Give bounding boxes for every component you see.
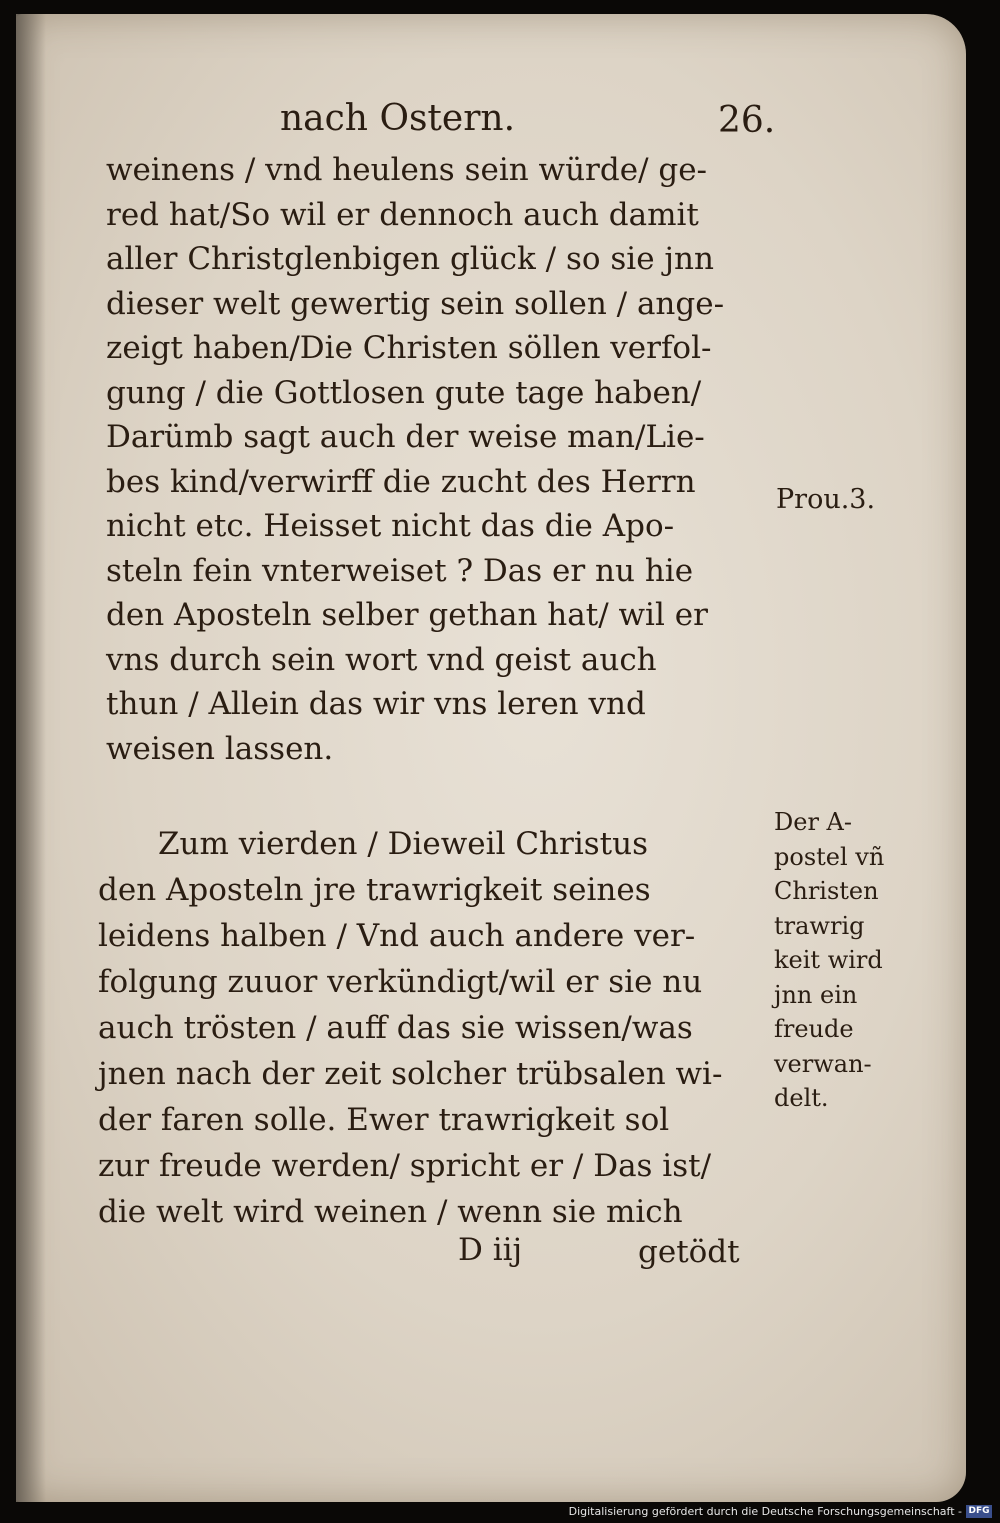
text-line: den Aposteln jre trawrigkeit seines: [98, 872, 651, 908]
text-line: nicht etc. Heisset nicht das die Apo-: [106, 508, 675, 544]
margin-note-line: freude: [774, 1015, 854, 1043]
text-line: steln fein vnterweiset ? Das er nu hie: [106, 552, 694, 589]
text-line: die welt wird weinen / wenn sie mich: [98, 1194, 683, 1230]
catchword: getödt: [638, 1234, 740, 1270]
text-line: der faren solle. Ewer trawrigkeit sol: [98, 1102, 670, 1138]
text-line: red hat/So wil er dennoch auch damit: [106, 196, 699, 233]
text-line: dieser welt gewertig sein sollen / ange-: [106, 285, 725, 322]
margin-note-prov: Prou.3.: [776, 484, 876, 515]
text-line: folgung zuuor verkündigt/wil er sie nu: [98, 964, 703, 1000]
margin-note-line: verwan-: [774, 1049, 872, 1078]
digitization-credit: Digitalisierung gefördert durch die Deutsche Forschungsgemeinschaft -: [568, 1505, 962, 1518]
text-line: Darümb sagt auch der weise man/Lie-: [106, 419, 705, 455]
margin-note-line: trawrig: [774, 911, 865, 940]
dfg-logo: DFG: [966, 1505, 992, 1518]
page-gutter-shadow: [16, 14, 46, 1502]
running-head: nach Ostern.: [280, 98, 516, 139]
margin-note-line: delt.: [774, 1084, 829, 1112]
margin-note-line: Der A-: [774, 808, 852, 836]
text-line: auch trösten / auff das sie wissen/was: [98, 1010, 693, 1046]
margin-note-line: keit wird: [774, 946, 883, 974]
margin-note-line: Christen: [774, 877, 879, 905]
signature-mark: D iij: [458, 1232, 523, 1268]
text-line: gung / die Gottlosen gute tage haben/: [106, 374, 702, 411]
text-line: aller Christglenbigen glück / so sie jnn: [106, 241, 714, 277]
text-line: weinens / vnd heulens sein würde/ ge-: [106, 152, 708, 188]
text-line: vns durch sein wort vnd geist auch: [106, 641, 657, 678]
text-line: zeigt haben/Die Christen söllen verfol-: [106, 330, 712, 366]
text-line: bes kind/verwirff die zucht des Herrn: [106, 463, 696, 500]
text-line: thun / Allein das wir vns leren vnd: [106, 686, 646, 722]
text-line: zur freude werden/ spricht er / Das ist/: [98, 1148, 712, 1184]
margin-note-line: postel vñ: [774, 842, 885, 871]
text-line: leidens halben / Vnd auch andere ver-: [98, 918, 696, 954]
page-number: 26.: [718, 100, 776, 141]
text-line: jnen nach der zeit solcher trübsalen wi-: [98, 1056, 723, 1092]
text-line: den Aposteln selber gethan hat/ wil er: [106, 597, 708, 633]
text-line: Zum vierden / Dieweil Christus: [158, 826, 648, 862]
margin-note-line: jnn ein: [774, 980, 858, 1009]
text-line: weisen lassen.: [106, 730, 334, 767]
